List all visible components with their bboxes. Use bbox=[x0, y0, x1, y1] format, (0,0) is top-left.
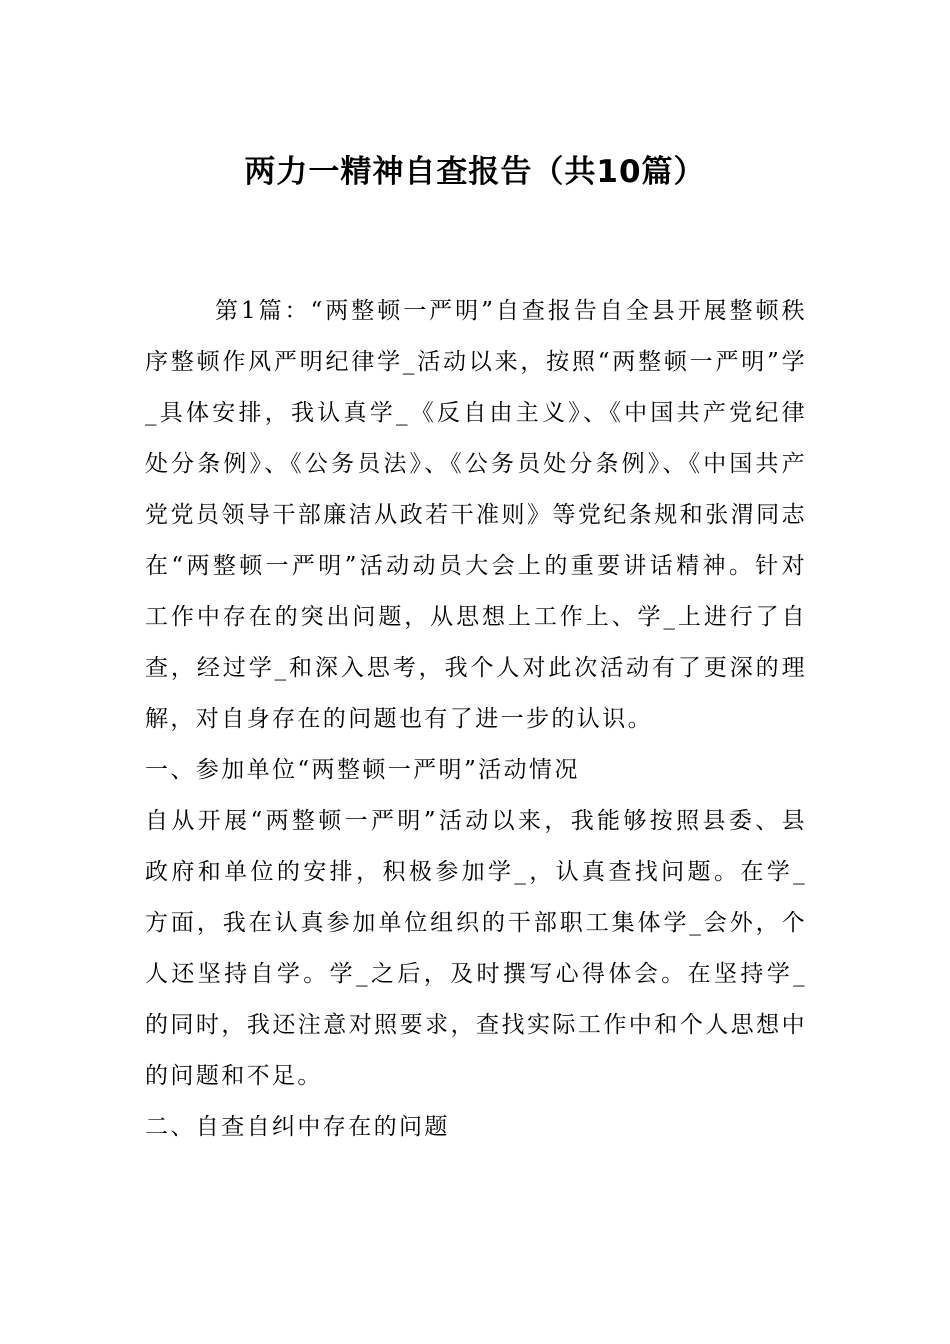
section-heading-1: 一、参加单位“两整顿一严明”活动情况 bbox=[145, 757, 580, 783]
paragraph-intro: 第1篇：“两整顿一严明”自查报告自全县开展整顿秩序整顿作风严明纪律学_活动以来，按照“两整顿一严明”学_具体安排，我认真学_《反自由主义》、《中国共产党纪律处分条例》、《公务员法》、《公务员处分条例》、《中国共产党党员领导干部廉洁从政若干准则》等党纪条规和张渭同志在“两整顿一严明”活动动员大会上的重要讲话精神。针对工作中存在的突出问题，从思想上工作上、学_上进行了自查，经过学_和深入思考，我个人对此次活动有了更深的理解，对自身存在的问题也有了进一步的认识。 bbox=[145, 298, 807, 732]
paragraph-participation: 自从开展“两整顿一严明”活动以来，我能够按照县委、县政府和单位的安排，积极参加学_，认真查找问题。在学_方面，我在认真参加单位组织的干部职工集体学_会外，个人还坚持自学。学_之后，及时撰写心得体会。在坚持学_的同时，我还注意对照要求，查找实际工作中和个人思想中的问题和不足。 bbox=[145, 808, 807, 1089]
document-title: 两力一精神自查报告（共10篇） bbox=[244, 154, 706, 190]
document-body bbox=[145, 286, 807, 1153]
section-heading-2: 二、自查自纠中存在的问题 bbox=[145, 1114, 450, 1140]
